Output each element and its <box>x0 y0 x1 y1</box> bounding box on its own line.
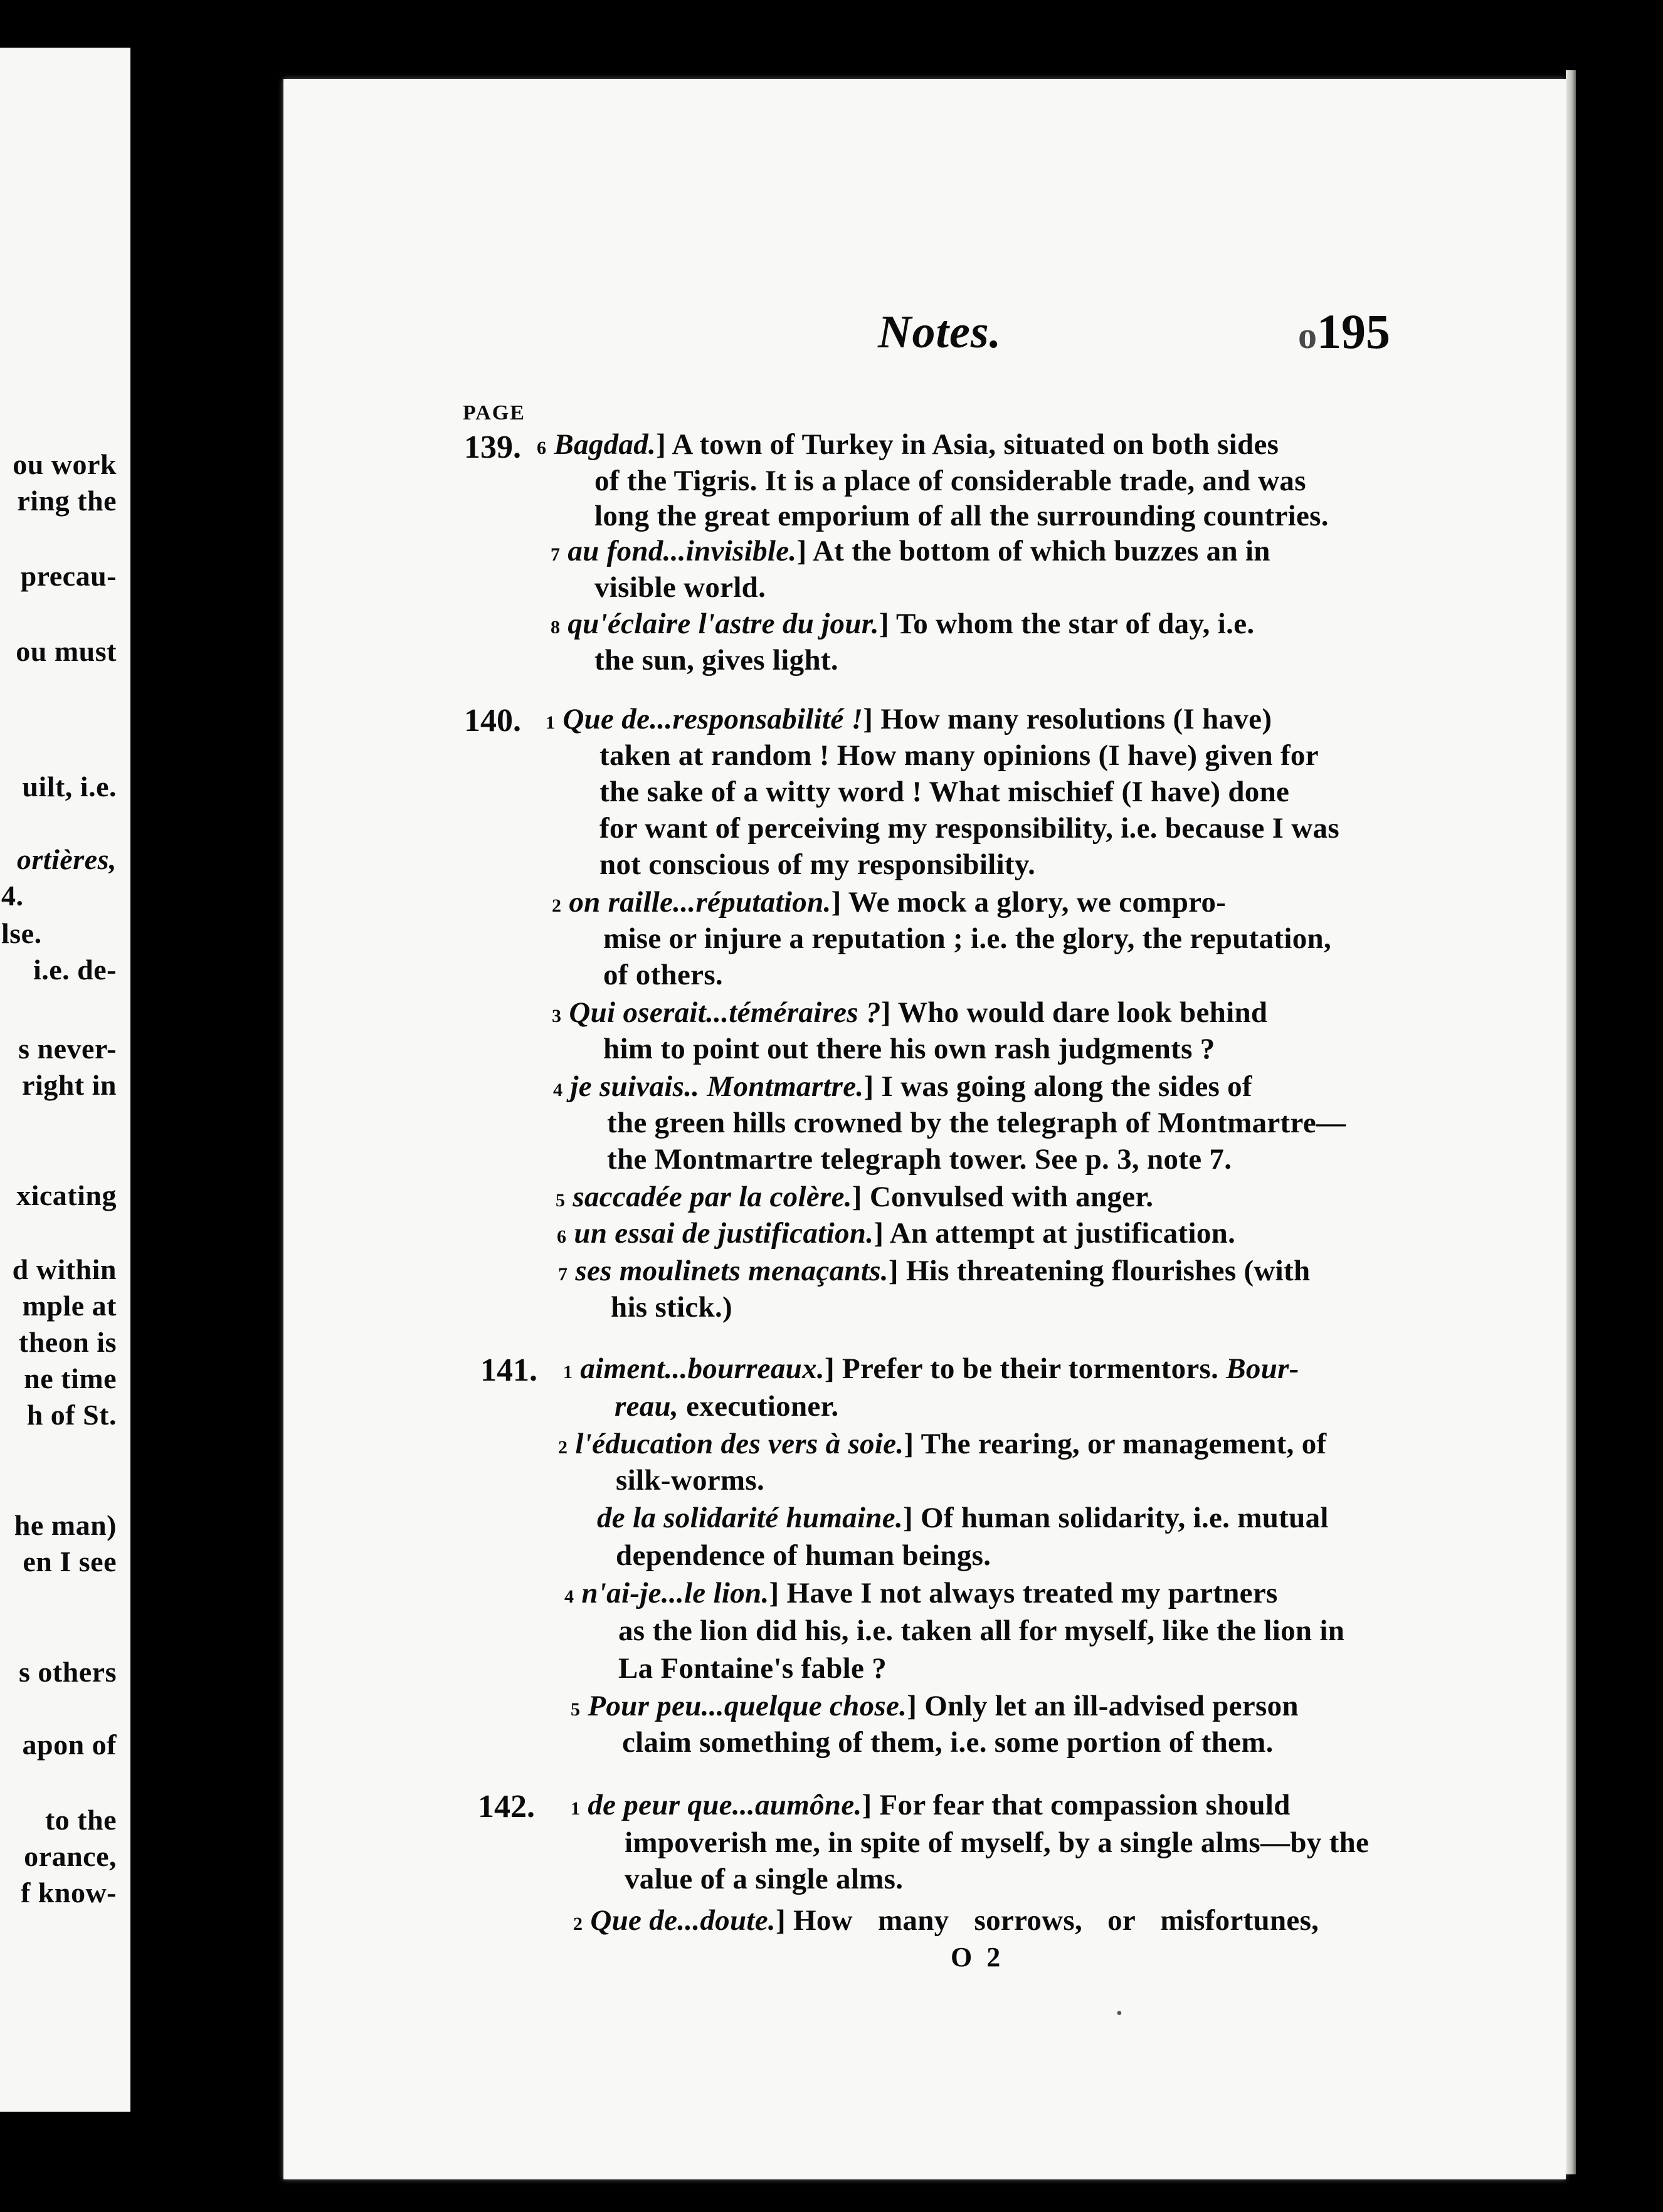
note-term: n'ai-je...le lion. <box>581 1577 769 1609</box>
note-line: taken at random ! How many opinions (I have) given for <box>599 739 1319 772</box>
note-text: A town of Turkey in Asia, situated on both sides <box>672 428 1279 461</box>
left-fragment-line: d within <box>12 1253 117 1285</box>
note-term: Pour peu...quelque chose. <box>588 1690 907 1722</box>
note-text: His threatening flourishes (with <box>905 1255 1311 1287</box>
note-line: 4 je suivais.. Montmartre.] I was going along the sides of <box>553 1070 1252 1103</box>
note-line: the sake of a witty word ! What mischief (I have) done <box>599 776 1290 808</box>
note-term: qu'éclaire l'astre du jour. <box>568 608 879 640</box>
note-line: La Fontaine's fable ? <box>618 1652 887 1685</box>
note-line: 2 on raille...réputation.] We mock a glory, we compro- <box>552 886 1227 919</box>
left-fragment-line: ne time <box>24 1362 117 1394</box>
note-line: the sun, gives light. <box>594 644 838 677</box>
note-line: 1 Que de...responsabilité !] How many resolutions (I have) <box>546 703 1272 735</box>
left-fragment-line: orance, <box>24 1840 117 1872</box>
note-number: 2 <box>573 1914 583 1934</box>
note-term: Bour- <box>1226 1352 1299 1385</box>
note-line: as the lion did his, i.e. taken all for myself, like the lion in <box>618 1614 1345 1647</box>
note-number: 4 <box>564 1586 574 1607</box>
note-term: ses moulinets menaçants. <box>575 1255 889 1287</box>
left-fragment-line: ring the <box>17 485 117 517</box>
note-page-number: 139. <box>464 429 521 465</box>
signature-mark: O 2 <box>951 1942 1005 1972</box>
note-line: impoverish me, in spite of myself, by a single alms—by the <box>625 1826 1370 1859</box>
left-fragment-line: right in <box>22 1069 117 1101</box>
left-fragment-line: precau- <box>20 560 117 592</box>
note-text: An attempt at justification. <box>889 1217 1236 1250</box>
note-term: saccadée par la colère. <box>573 1181 852 1213</box>
note-line: 1 de peur que...aumône.] For fear that compassion should <box>571 1789 1291 1821</box>
note-line: 2 Que de...doute.] How many sorrows, or misfortunes, <box>573 1904 1319 1937</box>
note-text: At the bottom of which buzzes an in <box>812 535 1270 567</box>
note-text: For fear that compassion should <box>879 1789 1291 1821</box>
note-page-number: 142. <box>478 1789 535 1825</box>
note-term: je suivais.. Montmartre. <box>570 1070 864 1103</box>
note-line: long the great emporium of all the surrounding countries. <box>594 500 1329 532</box>
note-number: 5 <box>556 1190 566 1211</box>
note-line: 8 qu'éclaire l'astre du jour.] To whom the star of day, i.e. <box>551 608 1255 640</box>
note-text: Have I not always treated my partners <box>786 1577 1278 1609</box>
left-fragment-line: ortières, <box>16 843 117 875</box>
note-term: Que de...doute. <box>590 1904 776 1937</box>
left-facing-page <box>0 48 130 2112</box>
left-fragment-line: xicating <box>16 1179 117 1211</box>
note-term: de la solidarité humaine. <box>597 1502 903 1534</box>
running-head: Notes. <box>878 307 1002 358</box>
note-line: his stick.) <box>611 1291 732 1324</box>
note-number: 6 <box>537 438 547 458</box>
note-line <box>615 1389 838 1423</box>
left-fragment-line: 4. <box>1 880 24 912</box>
note-line: de la solidarité humaine.] Of human solidarity, i.e. mutual <box>597 1502 1329 1534</box>
note-term: on raille...réputation. <box>569 886 832 919</box>
note-text: Who would dare look behind <box>897 996 1268 1029</box>
note-page-number: 141. <box>480 1352 537 1388</box>
note-term: Qui oserait...téméraires ? <box>569 996 881 1029</box>
note-text: How many resolutions (I have) <box>880 703 1272 735</box>
note-line: 5 saccadée par la colère.] Convulsed with anger. <box>556 1181 1154 1213</box>
note-line: mise or injure a reputation ; i.e. the glory, the reputation, <box>603 922 1332 955</box>
note-line: 2 l'éducation des vers à soie.] The rearing, or management, of <box>558 1428 1327 1460</box>
note-line: of the Tigris. It is a place of considerable trade, and was <box>594 465 1306 497</box>
left-fragment-line: s never- <box>18 1033 117 1065</box>
note-text: To whom the star of day, i.e. <box>895 608 1255 640</box>
page-edge <box>1566 70 1576 2174</box>
left-fragment-line: en I see <box>23 1546 117 1577</box>
left-fragment-line: mple at <box>22 1290 117 1322</box>
note-line: 3 Qui oserait...téméraires ?] Who would dare look behind <box>552 996 1268 1029</box>
note-term: au fond...invisible. <box>568 535 797 567</box>
left-fragment-line: f know- <box>20 1877 117 1909</box>
left-fragment-line: s others <box>18 1656 117 1688</box>
ink-speck: • <box>1116 2004 1122 2023</box>
note-number: 5 <box>571 1699 581 1720</box>
left-fragment-line: theon is <box>18 1326 117 1358</box>
note-number: 6 <box>557 1226 567 1247</box>
note-text: The rearing, or management, of <box>921 1428 1327 1460</box>
note-text: Only let an ill-advised person <box>924 1690 1299 1722</box>
note-line: him to point out there his own rash judgments ? <box>603 1033 1215 1065</box>
note-number: 3 <box>552 1006 562 1026</box>
note-term: Que de...responsabilité ! <box>562 703 863 735</box>
note-line: for want of perceiving my responsibility, i.e. because I was <box>599 812 1339 845</box>
note-line: visible world. <box>594 571 766 604</box>
note-number: 4 <box>553 1080 563 1100</box>
left-fragment-line: lse. <box>1 917 42 949</box>
note-term: un essai de justification. <box>574 1217 874 1250</box>
left-fragment-line: uilt, i.e. <box>22 771 117 803</box>
note-term: de peur que...aumône. <box>588 1789 862 1821</box>
note-line: dependence of human beings. <box>616 1539 991 1572</box>
note-number: 2 <box>552 895 562 916</box>
note-number: 1 <box>571 1798 581 1819</box>
note-text: How many sorrows, or misfortunes, <box>793 1904 1319 1937</box>
note-line: claim something of them, i.e. some portion of them. <box>622 1726 1274 1759</box>
note-line: of others. <box>603 959 723 991</box>
note-line: 6 un essai de justification.] An attempt at justification. <box>557 1217 1236 1250</box>
note-text: I was going along the sides of <box>881 1070 1252 1103</box>
column-label: PAGE <box>463 401 525 424</box>
note-line: value of a single alms. <box>625 1863 904 1895</box>
note-line: 1 aiment...bourreaux.] Prefer to be their tormentors. Bour- <box>563 1352 1299 1385</box>
note-line: 6 Bagdad.] A town of Turkey in Asia, situated on both sides <box>537 428 1279 461</box>
note-term: Bagdad. <box>554 428 657 461</box>
left-fragment-line: ou must <box>16 635 117 667</box>
note-text: Of human solidarity, i.e. mutual <box>921 1502 1329 1534</box>
note-line: the Montmartre telegraph tower. See p. 3, note 7. <box>607 1143 1232 1176</box>
note-line: 7 ses moulinets menaçants.] His threatening flourishes (with <box>558 1255 1311 1287</box>
note-text: We mock a glory, we compro- <box>848 886 1227 919</box>
note-number: 7 <box>551 544 561 565</box>
note-line: silk-worms. <box>616 1464 764 1497</box>
note-term: l'éducation des vers à soie. <box>575 1428 904 1460</box>
note-line: 5 Pour peu...quelque chose.] Only let an ill-advised person <box>571 1690 1299 1722</box>
note-term: reau, <box>615 1390 679 1423</box>
note-page-number: 140. <box>464 703 521 739</box>
note-line: not conscious of my responsibility. <box>599 848 1036 881</box>
note-number: 7 <box>558 1264 568 1285</box>
note-number: 2 <box>558 1437 568 1458</box>
left-fragment-line: he man) <box>14 1509 117 1541</box>
left-fragment-line: ou work <box>13 448 117 480</box>
note-text: executioner. <box>686 1390 839 1423</box>
page-number-prefix: o <box>1298 315 1317 356</box>
left-fragment-line: to the <box>45 1804 117 1836</box>
note-number: 8 <box>551 617 561 638</box>
note-term: aiment...bourreaux. <box>580 1352 825 1385</box>
note-line: the green hills crowned by the telegraph of Montmartre— <box>607 1107 1346 1139</box>
note-line: 4 n'ai-je...le lion.] Have I not always treated my partners <box>564 1577 1278 1609</box>
note-text: Prefer to be their tormentors. <box>842 1352 1219 1385</box>
page-number <box>1298 303 1390 360</box>
left-fragment-line: i.e. de- <box>33 954 117 986</box>
note-number: 1 <box>546 712 556 733</box>
left-fragment-line: apon of <box>22 1729 117 1761</box>
left-fragment-line: h of St. <box>26 1399 117 1431</box>
note-text: Convulsed with anger. <box>869 1181 1154 1213</box>
note-line: 7 au fond...invisible.] At the bottom of which buzzes an in <box>551 535 1270 567</box>
note-number: 1 <box>563 1362 573 1382</box>
page-number-value: 195 <box>1317 304 1390 359</box>
